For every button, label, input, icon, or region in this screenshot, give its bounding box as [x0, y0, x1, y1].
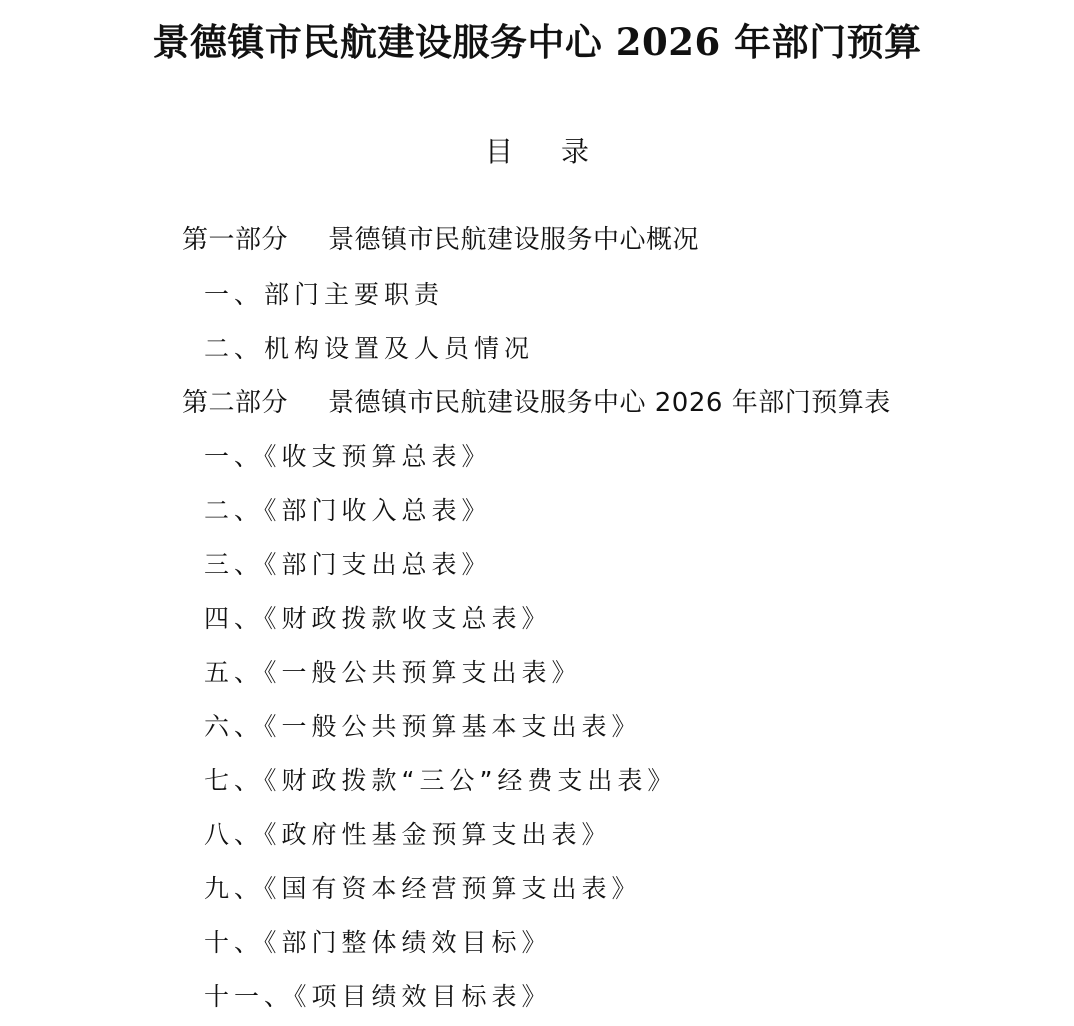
toc-part-number: 第二部分	[182, 388, 289, 418]
toc-item[interactable]: 三、《部门支出总表》	[204, 550, 492, 579]
toc-item[interactable]: 六、《一般公共预算基本支出表》	[204, 712, 642, 741]
toc-item[interactable]: 七、《财政拨款“三公”经费支出表》	[204, 766, 678, 795]
toc-heading: 目录	[484, 135, 637, 168]
toc-part-title: 景德镇市民航建设服务中心 2026 年部门预算表	[328, 388, 891, 418]
toc-part-1[interactable]	[182, 222, 699, 258]
toc-part-title: 景德镇市民航建设服务中心概况	[328, 225, 700, 255]
toc-item[interactable]: 五、《一般公共预算支出表》	[204, 658, 582, 687]
toc-item[interactable]: 十、《部门整体绩效目标》	[204, 928, 552, 957]
toc-item[interactable]: 四、《财政拨款收支总表》	[204, 604, 552, 633]
toc-item[interactable]: 二、机构设置及人员情况	[204, 334, 535, 363]
toc-part-2[interactable]	[182, 385, 891, 421]
toc-part-number: 第一部分	[182, 225, 289, 255]
toc-item[interactable]: 一、部门主要职责	[204, 280, 445, 309]
document-title: 景德镇市民航建设服务中心 2026 年部门预算	[152, 20, 922, 64]
toc-item[interactable]: 十一、《项目绩效目标表》	[204, 982, 552, 1011]
toc-item[interactable]: 一、《收支预算总表》	[204, 442, 492, 471]
toc-item[interactable]: 八、《政府性基金预算支出表》	[204, 820, 612, 849]
toc-item[interactable]: 二、《部门收入总表》	[204, 496, 492, 525]
toc-item[interactable]: 九、《国有资本经营预算支出表》	[204, 874, 642, 903]
